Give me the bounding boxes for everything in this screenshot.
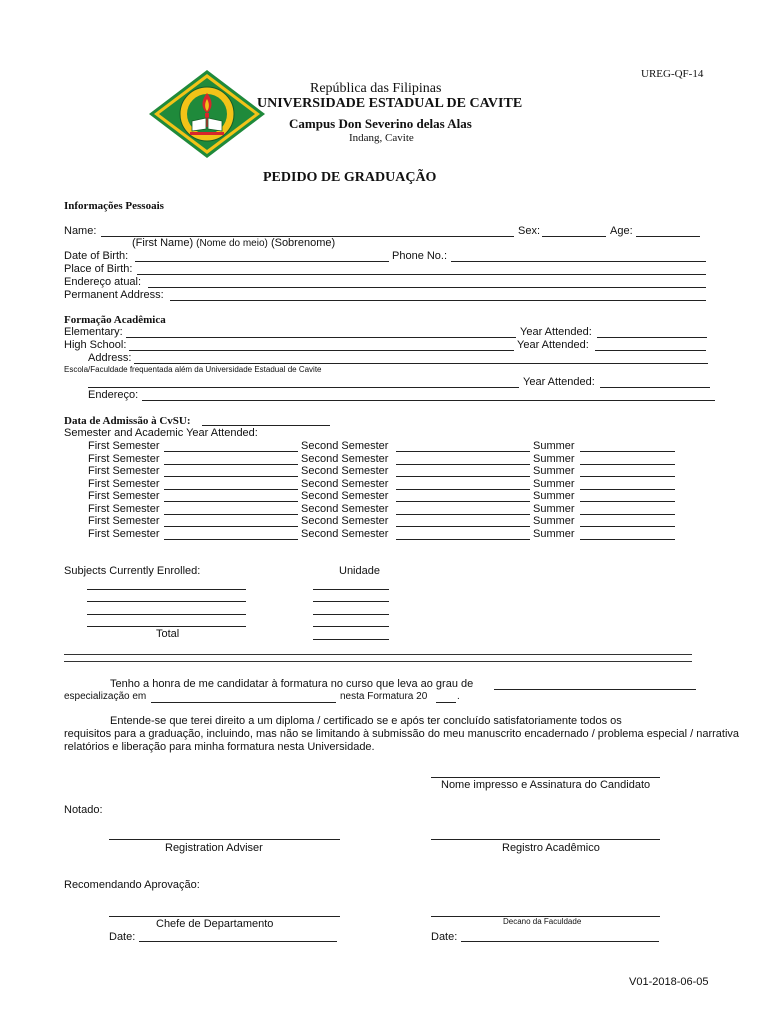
- second-semester-field[interactable]: [396, 539, 530, 540]
- summer-label: Summer: [533, 478, 575, 490]
- major-field[interactable]: [151, 702, 336, 703]
- highschool-label: High School:: [64, 339, 127, 351]
- units-field[interactable]: [313, 626, 389, 627]
- registrar-label: Registro Acadêmico: [502, 842, 600, 854]
- subjects-label: Subjects Currently Enrolled:: [64, 565, 201, 577]
- second-semester-field[interactable]: [396, 464, 530, 465]
- first-semester-label: First Semester: [88, 528, 160, 540]
- endereco-label: Endereço:: [88, 389, 139, 401]
- dob-field[interactable]: [135, 261, 389, 262]
- other-school-year-field[interactable]: [600, 387, 710, 388]
- summer-label: Summer: [533, 453, 575, 465]
- summer-field[interactable]: [580, 451, 675, 452]
- summer-label: Summer: [533, 440, 575, 452]
- statement-p2-line1: Entende-se que terei direito a um diploma / certificado se e após ter concluído satisfatoriamente todos os: [110, 715, 622, 727]
- second-semester-label: Second Semester: [301, 465, 389, 477]
- form-code: UREG-QF-14: [641, 68, 704, 80]
- first-semester-label: First Semester: [88, 465, 160, 477]
- first-semester-label: First Semester: [88, 478, 160, 490]
- statement-p2-line3: relatórios e liberação para minha formatura nesta Universidade.: [64, 741, 375, 753]
- town-name: Indang, Cavite: [349, 132, 414, 144]
- pob-field[interactable]: [137, 274, 706, 275]
- admission-label: Data de Admissão à CvSU:: [64, 415, 191, 427]
- republic-line: República das Filipinas: [310, 81, 442, 96]
- current-address-label: Endereço atual:: [64, 276, 142, 288]
- other-school-field[interactable]: [88, 387, 519, 388]
- first-semester-field[interactable]: [164, 451, 298, 452]
- first-semester-label: First Semester: [88, 453, 160, 465]
- highschool-year-label: Year Attended:: [517, 339, 589, 351]
- section-divider: [64, 654, 692, 662]
- first-semester-field[interactable]: [164, 501, 298, 502]
- summer-label: Summer: [533, 515, 575, 527]
- dean-label: Decano da Faculdade: [503, 917, 582, 926]
- first-semester-label: First Semester: [88, 440, 160, 452]
- summer-field[interactable]: [580, 489, 675, 490]
- second-semester-label: Second Semester: [301, 440, 389, 452]
- name-hint-middle: (Nome do meio): [196, 238, 268, 249]
- university-seal-icon: [148, 69, 266, 159]
- campus-name: Campus Don Severino delas Alas: [289, 116, 472, 131]
- second-semester-field[interactable]: [396, 476, 530, 477]
- summer-field[interactable]: [580, 514, 675, 515]
- first-semester-label: First Semester: [88, 490, 160, 502]
- name-label: Name:: [64, 225, 97, 237]
- subject-field[interactable]: [87, 626, 246, 627]
- summer-label: Summer: [533, 465, 575, 477]
- second-semester-label: Second Semester: [301, 490, 389, 502]
- first-semester-field[interactable]: [164, 539, 298, 540]
- second-semester-label: Second Semester: [301, 503, 389, 515]
- other-school-year-label: Year Attended:: [523, 376, 595, 388]
- subject-field[interactable]: [87, 589, 246, 590]
- candidate-signature-label: Nome impresso e Assinatura do Candidato: [441, 779, 651, 791]
- name-hint-last: (Sobrenome): [270, 237, 336, 249]
- candidate-signature-field[interactable]: [431, 777, 660, 778]
- statement-major-text: especialização em: [64, 691, 147, 702]
- pob-label: Place of Birth:: [64, 263, 133, 275]
- dob-label: Date of Birth:: [64, 250, 129, 262]
- first-semester-field[interactable]: [164, 514, 298, 515]
- dept-date-field[interactable]: [139, 941, 337, 942]
- second-semester-label: Second Semester: [301, 515, 389, 527]
- first-semester-field[interactable]: [164, 464, 298, 465]
- permanent-address-label: Permanent Address:: [64, 289, 164, 301]
- first-semester-label: First Semester: [88, 515, 160, 527]
- phone-label: Phone No.:: [392, 250, 448, 262]
- second-semester-label: Second Semester: [301, 478, 389, 490]
- total-units-field[interactable]: [313, 639, 389, 640]
- dept-head-signature-field[interactable]: [109, 916, 340, 917]
- subject-field[interactable]: [87, 601, 246, 602]
- name-hint: [132, 237, 335, 250]
- semesters-heading: Semester and Academic Year Attended:: [64, 427, 258, 439]
- highschool-year-field[interactable]: [595, 350, 706, 351]
- sex-field[interactable]: [542, 236, 606, 237]
- summer-label: Summer: [533, 503, 575, 515]
- summer-label: Summer: [533, 528, 575, 540]
- highschool-address-field[interactable]: [134, 363, 708, 364]
- dept-date-label: Date:: [109, 931, 136, 943]
- elementary-year-field[interactable]: [597, 337, 707, 338]
- elementary-label: Elementary:: [64, 326, 123, 338]
- page-title: PEDIDO DE GRADUAÇÃO: [263, 170, 437, 185]
- subject-field[interactable]: [87, 614, 246, 615]
- statement-period: .: [457, 691, 460, 702]
- adviser-label: Registration Adviser: [165, 842, 263, 854]
- first-semester-field[interactable]: [164, 476, 298, 477]
- summer-field[interactable]: [580, 526, 675, 527]
- second-semester-field[interactable]: [396, 526, 530, 527]
- summer-field[interactable]: [580, 464, 675, 465]
- recommending-label: Recomendando Aprovação:: [64, 879, 200, 891]
- current-address-field[interactable]: [148, 287, 706, 288]
- name-hint-first: (First Name): [132, 237, 194, 249]
- total-label: Total: [156, 628, 180, 640]
- second-semester-field[interactable]: [396, 501, 530, 502]
- summer-field[interactable]: [580, 476, 675, 477]
- first-semester-label: First Semester: [88, 503, 160, 515]
- admission-date-field[interactable]: [202, 425, 330, 426]
- adviser-signature-field[interactable]: [109, 839, 340, 840]
- units-label: Unidade: [339, 565, 380, 577]
- section-heading-academic: Formação Acadêmica: [64, 314, 166, 326]
- university-name: UNIVERSIDADE ESTADUAL DE CAVITE: [257, 96, 523, 111]
- second-semester-field[interactable]: [396, 489, 530, 490]
- summer-field[interactable]: [580, 501, 675, 502]
- units-field[interactable]: [313, 614, 389, 615]
- dept-head-label: Chefe de Departamento: [156, 918, 274, 930]
- graduation-year-field[interactable]: [436, 702, 456, 703]
- sex-label: Sex:: [518, 225, 541, 237]
- degree-field[interactable]: [494, 689, 696, 690]
- age-field[interactable]: [636, 236, 700, 237]
- statement-graduation-text: nesta Formatura 20: [340, 691, 428, 702]
- permanent-address-field[interactable]: [170, 300, 706, 301]
- second-semester-field[interactable]: [396, 451, 530, 452]
- second-semester-label: Second Semester: [301, 528, 389, 540]
- elementary-year-label: Year Attended:: [520, 326, 592, 338]
- section-heading-personal: Informações Pessoais: [64, 200, 164, 212]
- highschool-field[interactable]: [129, 350, 514, 351]
- summer-label: Summer: [533, 490, 575, 502]
- registrar-signature-field[interactable]: [431, 839, 660, 840]
- phone-field[interactable]: [451, 261, 706, 262]
- units-field[interactable]: [313, 589, 389, 590]
- first-semester-field[interactable]: [164, 489, 298, 490]
- noted-label: Notado:: [64, 804, 103, 816]
- statement-p2-line2: requisitos para a graduação, incluindo, mas não se limitando à submissão do meu manuscrito encadernado / problema especial / narrativa: [64, 728, 740, 740]
- version-code: V01-2018-06-05: [629, 976, 709, 988]
- dean-date-field[interactable]: [461, 941, 659, 942]
- address-label: Address:: [88, 352, 132, 364]
- second-semester-label: Second Semester: [301, 453, 389, 465]
- second-semester-field[interactable]: [396, 514, 530, 515]
- first-semester-field[interactable]: [164, 526, 298, 527]
- units-field[interactable]: [313, 601, 389, 602]
- summer-field[interactable]: [580, 539, 675, 540]
- other-school-label: Escola/Faculdade frequentada além da Universidade Estadual de Cavite: [64, 365, 322, 374]
- other-school-address-field[interactable]: [142, 400, 715, 401]
- statement-degree-text: Tenho a honra de me candidatar à formatura no curso que leva ao grau de: [110, 678, 474, 690]
- elementary-field[interactable]: [126, 337, 516, 338]
- dean-date-label: Date:: [431, 931, 458, 943]
- age-label: Age:: [610, 225, 633, 237]
